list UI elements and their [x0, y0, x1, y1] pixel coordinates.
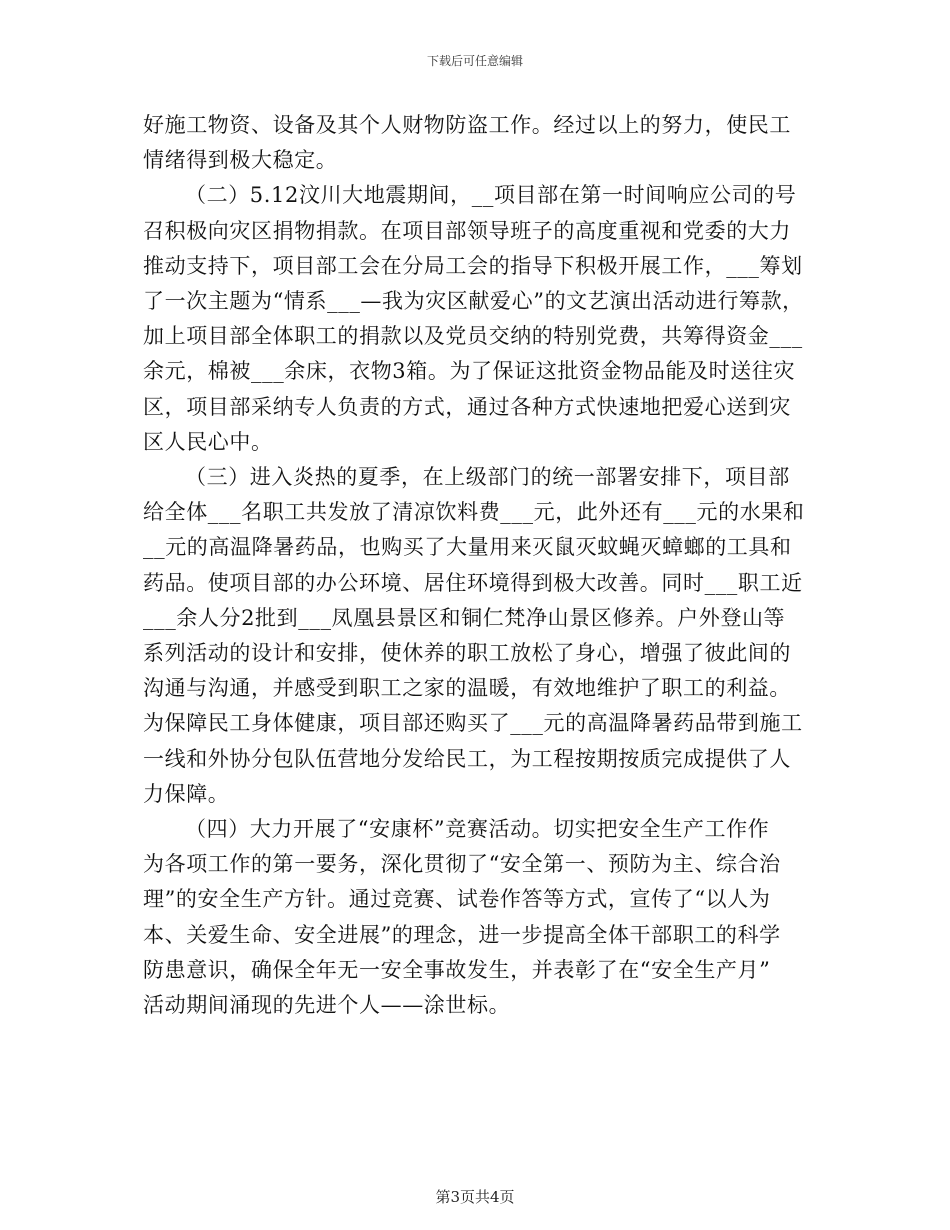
- paragraph-line: 好施工物资、设备及其个人财物防盗工作。经过以上的努力，使民工: [143, 113, 791, 137]
- paragraph-line: 力保障。: [143, 781, 230, 806]
- paragraph-line: 加上项目部全体职工的捐款以及党员交纳的特别党费，共筹得资金___: [143, 324, 803, 349]
- paragraph-line: 为各项工作的第一要务，深化贯彻了“安全第一、预防为主、综合治: [143, 852, 781, 877]
- paragraph-line: 系列活动的设计和安排，使休养的职工放松了身心，增强了彼此间的: [143, 641, 791, 666]
- paragraph-line: 了一次主题为“情系___—我为灾区献爱心”的文艺演出活动进行筹款，: [143, 289, 804, 314]
- document-body: [143, 108, 823, 1023]
- paragraph-line: 情绪得到极大稳定。: [143, 148, 338, 173]
- page-number: 第3页共4页: [435, 1188, 515, 1206]
- header-note: 下载后可任意编辑: [426, 54, 523, 68]
- paragraph-line: 为保障民工身体健康，项目部还购买了___元的高温降暑药品带到施工: [143, 711, 803, 736]
- paragraph-line: （二）5.12汶川大地震期间，__项目部在第一时间响应公司的号: [185, 183, 797, 208]
- paragraph-line: 区，项目部采纳专人负责的方式，通过各种方式快速地把爱心送到灾: [143, 394, 791, 419]
- paragraph-line: （三）进入炎热的夏季，在上级部门的统一部署安排下，项目部: [185, 465, 790, 490]
- paragraph-line: 防患意识，确保全年无一安全事故发生，并表彰了在“安全生产月”: [143, 957, 771, 982]
- paragraph-line: 理”的安全生产方针。通过竞赛、试卷作答等方式，宣传了“以人为: [143, 887, 771, 912]
- paragraph-line: ___余人分2批到___凤凰县景区和铜仁梵净山景区修养。户外登山等: [143, 605, 786, 630]
- paragraph-line: 余元，棉被___余床，衣物3箱。为了保证这批资金物品能及时送往灾: [143, 359, 796, 384]
- paragraph-line: 沟通与沟通，并感受到职工之家的温暖，有效地维护了职工的利益。: [143, 676, 791, 701]
- paragraph-line: 一线和外协分包队伍营地分发给民工，为工程按期按质完成提供了人: [143, 746, 791, 771]
- paragraph-line: 给全体___名职工共发放了清凉饮料费___元，此外还有___元的水果和: [143, 500, 805, 525]
- paragraph-line: 本、关爱生命、安全进展”的理念，进一步提高全体干部职工的科学: [143, 922, 781, 947]
- paragraph-line: （四）大力开展了“安康杯”竞赛活动。切实把安全生产工作作: [185, 817, 770, 842]
- paragraph-line: __元的高温降暑药品，也购买了大量用来灭鼠灭蚊蝇灭蟑螂的工具和: [143, 535, 792, 560]
- paragraph-line: 推动支持下，项目部工会在分局工会的指导下积极开展工作，___筹划: [143, 253, 803, 278]
- paragraph-line: 区人民心中。: [143, 429, 273, 454]
- paragraph-line: 活动期间涌现的先进个人——涂世标。: [143, 993, 511, 1018]
- paragraph-line: 召积极向灾区捐物捐款。在项目部领导班子的高度重视和党委的大力: [143, 218, 791, 243]
- paragraph-line: 药品。使项目部的办公环境、居住环境得到极大改善。同时___职工近: [143, 570, 803, 595]
